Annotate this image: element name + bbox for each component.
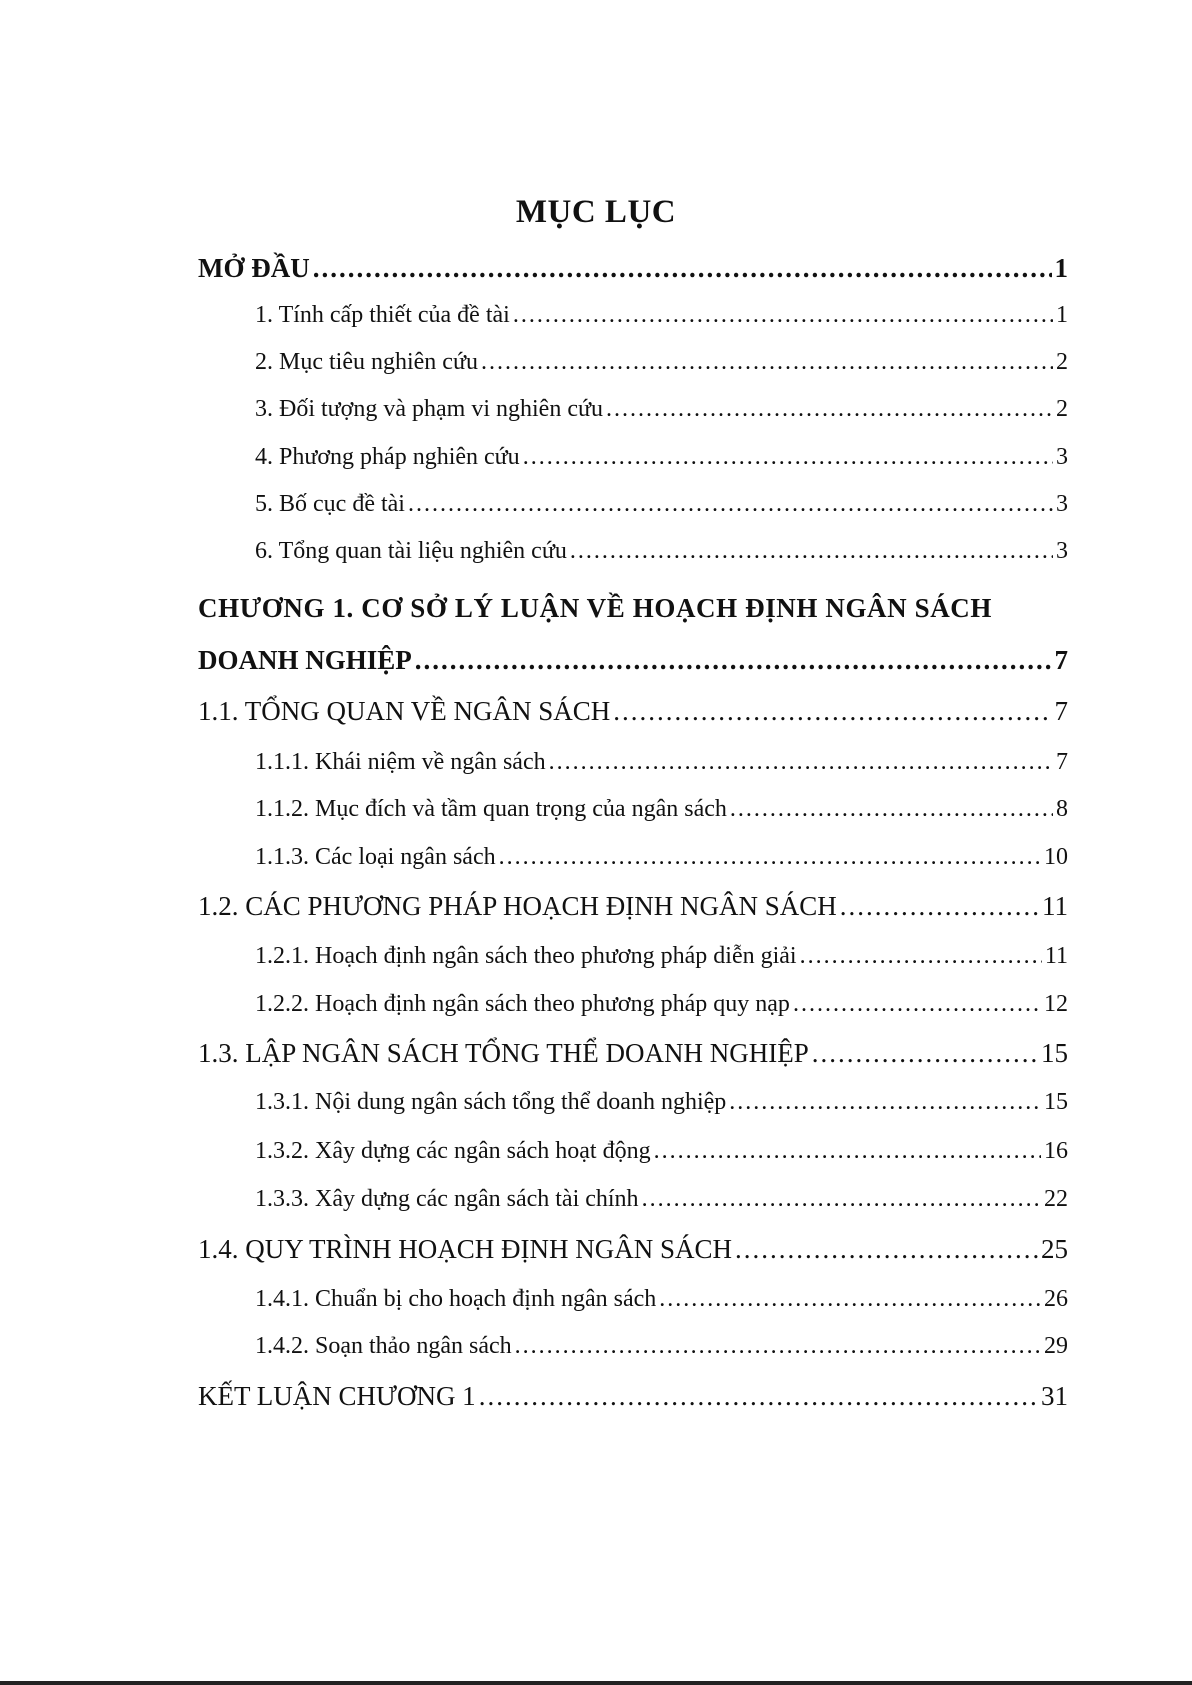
toc-entry-label: 1.2.1. Hoạch định ngân sách theo phương pháp diễn giải [255,943,797,969]
toc-entry-page: 16 [1044,1138,1068,1164]
toc-entry[interactable] [255,534,1068,568]
toc-entry-page: 11 [1042,891,1068,921]
toc-entry[interactable] [255,440,1068,474]
dot-leader [613,694,1051,728]
toc-entry-page: 2 [1056,396,1068,422]
toc-entry[interactable] [255,1085,1068,1119]
dot-leader [730,792,1053,826]
toc-entry-label: 1.1.2. Mục đích và tầm quan trọng của ngân sách [255,796,727,822]
toc-entry[interactable] [255,1134,1068,1168]
dot-leader [659,1282,1041,1316]
dot-leader [800,939,1042,973]
toc-entry-label: 1.4.1. Chuẩn bị cho hoạch định ngân sách [255,1286,657,1312]
toc-entry-page: 11 [1044,943,1068,969]
dot-leader [415,643,1052,677]
toc-entry-label: 5. Bố cục đề tài [255,491,405,517]
toc-entry-label: 6. Tổng quan tài liệu nghiên cứu [255,538,567,564]
dot-leader [313,251,1052,285]
toc-entry-label: 3. Đối tượng và phạm vi nghiên cứu [255,396,603,422]
toc-entry[interactable] [255,939,1068,973]
toc-entry-page: 3 [1056,491,1068,517]
toc-entry[interactable] [255,1282,1068,1316]
dot-leader [570,534,1053,568]
dot-leader [735,1232,1038,1266]
toc-entry-page: 3 [1056,538,1068,564]
toc-entry-label: 1.4.2. Soạn thảo ngân sách [255,1333,512,1359]
toc-entry[interactable] [255,487,1068,521]
toc-entry-label: 2. Mục tiêu nghiên cứu [255,349,478,375]
dot-leader [515,1329,1041,1363]
toc-entry-conclusion[interactable] [198,1379,1068,1413]
toc-entry[interactable] [255,1182,1068,1216]
toc-entry-page: 7 [1054,645,1068,675]
dot-leader [729,1085,1041,1119]
toc-entry-label: KẾT LUẬN CHƯƠNG 1 [198,1381,476,1411]
page-bottom-edge [0,1681,1192,1685]
toc-entry-page: 15 [1044,1089,1068,1115]
dot-leader [513,298,1053,332]
toc-entry[interactable] [255,987,1068,1021]
toc-chapter-1-title-line1[interactable]: CHƯƠNG 1. CƠ SỞ LÝ LUẬN VỀ HOẠCH ĐỊNH NGÂN SÁCH [198,593,993,623]
toc-entry[interactable] [255,298,1068,332]
toc-title: MỤC LỤC [515,194,677,230]
dot-leader [840,889,1039,923]
toc-entry-page: 22 [1044,1186,1068,1212]
toc-entry-page: 7 [1056,749,1068,775]
toc-entry-mo-dau[interactable] [198,251,1068,285]
toc-entry-page: 7 [1054,696,1068,726]
toc-entry[interactable] [255,792,1068,826]
toc-entry-page: 15 [1041,1038,1068,1068]
toc-entry[interactable] [255,840,1068,874]
toc-entry-label: 1.3.1. Nội dung ngân sách tổng thể doanh nghiệp [255,1089,727,1115]
toc-entry-chapter-1[interactable] [198,643,1068,677]
toc-entry-section[interactable] [198,889,1068,923]
toc-entry[interactable] [255,392,1068,426]
toc-entry-page: 26 [1044,1286,1068,1312]
toc-entry-label: 4. Phương pháp nghiên cứu [255,444,520,470]
dot-leader [481,345,1053,379]
toc-entry-label: 1.2. CÁC PHƯƠNG PHÁP HOẠCH ĐỊNH NGÂN SÁCH [198,891,837,921]
toc-entry-section[interactable] [198,694,1068,728]
dot-leader [479,1379,1038,1413]
toc-entry[interactable] [255,1329,1068,1363]
toc-entry-page: 1 [1054,253,1068,283]
toc-entry-label: MỞ ĐẦU [198,253,310,283]
dot-leader [812,1036,1038,1070]
toc-entry-page: 25 [1041,1234,1068,1264]
dot-leader [549,745,1053,779]
dot-leader [408,487,1053,521]
toc-entry-page: 29 [1044,1333,1068,1359]
dot-leader [793,987,1041,1021]
toc-entry-section[interactable] [198,1036,1068,1070]
toc-entry-label: 1.1.3. Các loại ngân sách [255,844,496,870]
dot-leader [642,1182,1041,1216]
toc-entry-label: 1.1. TỔNG QUAN VỀ NGÂN SÁCH [198,696,611,726]
toc-entry-page: 3 [1056,444,1068,470]
toc-entry-label: 1.3. LẬP NGÂN SÁCH TỔNG THỂ DOANH NGHIỆP [198,1038,809,1068]
toc-entry-label: 1.1.1. Khái niệm về ngân sách [255,749,546,775]
dot-leader [523,440,1053,474]
toc-entry-label: 1.3.3. Xây dựng các ngân sách tài chính [255,1186,639,1212]
toc-entry-label: 1. Tính cấp thiết của đề tài [255,302,510,328]
dot-leader [499,840,1041,874]
toc-entry-label: DOANH NGHIỆP [198,645,412,675]
toc-entry-label: 1.3.2. Xây dựng các ngân sách hoạt động [255,1138,651,1164]
toc-entry-page: 10 [1044,844,1068,870]
toc-entry[interactable] [255,345,1068,379]
toc-entry-page: 8 [1056,796,1068,822]
toc-entry-label: 1.4. QUY TRÌNH HOẠCH ĐỊNH NGÂN SÁCH [198,1234,733,1264]
toc-entry[interactable] [255,745,1068,779]
toc-entry-section[interactable] [198,1232,1068,1266]
toc-entry-page: 31 [1041,1381,1068,1411]
toc-entry-page: 2 [1056,349,1068,375]
toc-entry-page: 1 [1056,302,1068,328]
toc-entry-page: 12 [1044,991,1068,1017]
dot-leader [606,392,1053,426]
dot-leader [654,1134,1041,1168]
toc-entry-label: 1.2.2. Hoạch định ngân sách theo phương pháp quy nạp [255,991,790,1017]
